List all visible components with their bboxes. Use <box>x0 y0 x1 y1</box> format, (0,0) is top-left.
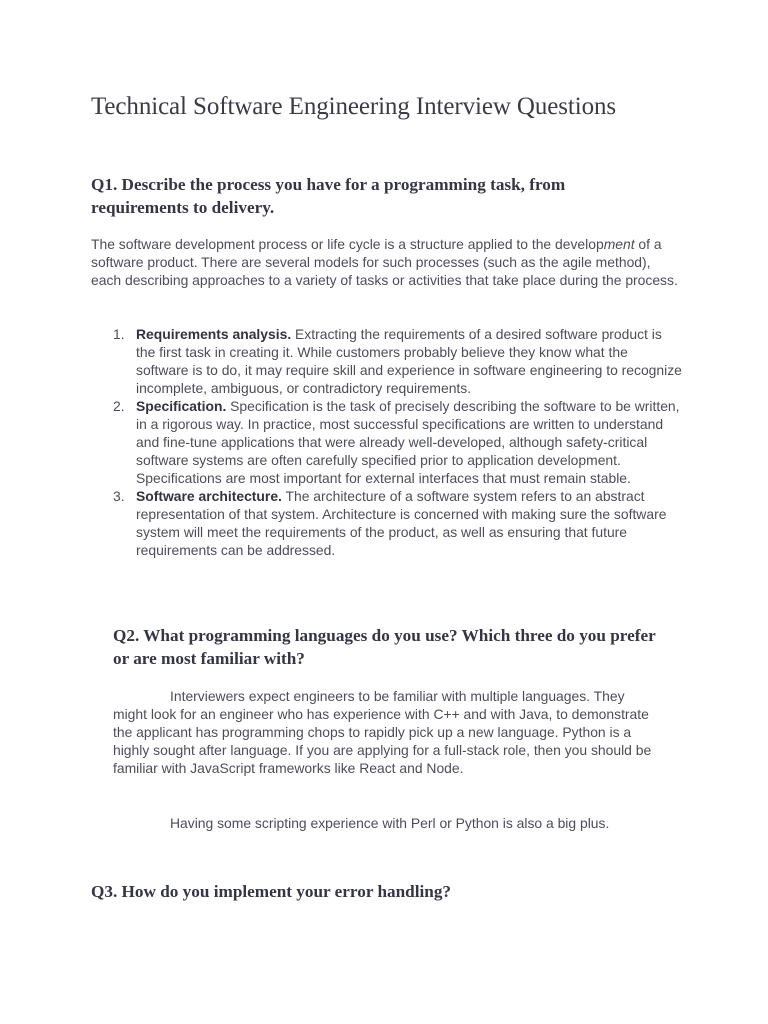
q2-paragraph-1: Interviewers expect engineers to be familiar with multiple languages. They might look for an engineer who has experience with C++ and with Java, to demonstrate the applicant has programming chops to rapidly pick up a new language. Python is a highly sought after language. If you are applying for a full-stack role, then you should be familiar with JavaScript frameworks like React and Node. <box>113 688 652 776</box>
q1-heading: Q1. Describe the process you have for a programming task, from requirements to delivery. <box>91 175 566 217</box>
q2-paragraph-2: Having some scripting experience with Perl or Python is also a big plus. <box>170 815 610 831</box>
list-item-term: Specification. <box>136 398 227 414</box>
list-item-text: Extracting the requirements of a desired software product is the first task in creating it. While customers probably believe they know what the software is to do, it may require skill and experience in software engineering to recognize incomplete, ambiguous, or contradictory requirements. <box>136 326 682 396</box>
list-item <box>113 487 683 559</box>
list-item-number: 1. <box>113 326 125 342</box>
q1-intro-text-end: of a software product. There are several models for such processes (such as the agile method), each describing approaches to a variety of tasks or activities that take place during the process. <box>91 236 678 288</box>
list-item-text: Specification is the task of precisely describing the software to be written, in a rigorous way. In practice, most successful specifications are written to understand and fine-tune applications that were already well-developed, although safety-critical software systems are often carefully specified prior to application development. Specifications are most important for external interfaces that must remain stable. <box>136 398 680 486</box>
list-item-text: The architecture of a software system refers to an abstract representation of that system. Architecture is concerned with making sure the software system will meet the requirements of the product, as well as ensuring that future requirements can be addressed. <box>136 488 667 558</box>
q1-process-list <box>113 325 683 559</box>
list-item-term: Requirements analysis. <box>136 326 292 342</box>
document-title: Technical Software Engineering Interview Questions <box>91 93 617 120</box>
list-item-number: 3. <box>113 488 125 504</box>
list-item <box>113 397 683 487</box>
q1-intro-text-start: The software development process or life cycle is a structure applied to the develop <box>91 236 604 252</box>
q1-intro-italic-text: ment <box>603 236 635 252</box>
q1-intro-paragraph <box>91 235 681 289</box>
list-item-term: Software architecture. <box>136 488 282 504</box>
list-item-number: 2. <box>113 398 125 414</box>
list-item <box>113 325 683 397</box>
q2-heading: Q2. What programming languages do you use? Which three do you prefer or are most familiar with? <box>113 626 656 668</box>
q3-heading: Q3. How do you implement your error handling? <box>91 882 452 901</box>
